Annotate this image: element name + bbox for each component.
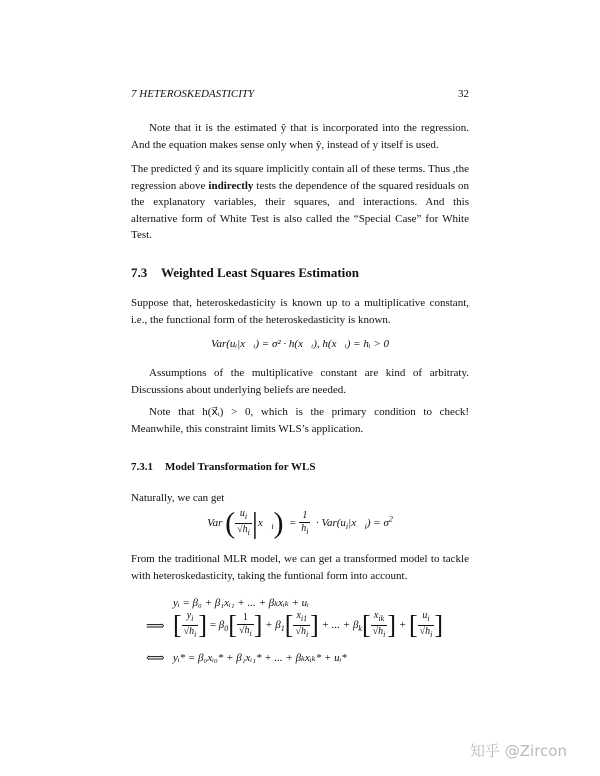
equation-transformed-variance: Var ( $\frac{u_i}{√h_i}$ $|x⃗_i$) = $\frac{1}{h_i}$ · $Var(u_i|x⃗_i) = \sigma^2$ <box>207 506 393 540</box>
equivalent-arrow: ⟺ <box>146 650 165 665</box>
equation-mlr-model: yᵢ = β₀ + β₁xᵢ₁ + ... + βₖxᵢₖ + uᵢ <box>173 597 309 609</box>
subsection-heading: 7.3.1 Model Transformation for WLS <box>131 461 316 473</box>
running-header <box>131 88 469 100</box>
equation-starred-model: yᵢ* = β₀xᵢ₀* + β₁xᵢ₁* + ... + βₖxᵢₖ* + uᵢ* <box>173 652 347 664</box>
implies-arrow: ⟹ <box>146 618 165 633</box>
page-number: 32 <box>458 88 469 100</box>
paragraph-assumptions: Assumptions of the multiplicative constant are kind of arbitraty. Discussions about underlying beliefs are needed. <box>131 367 469 396</box>
paragraph-known-heteroskedasticity: Suppose that, heteroskedasticity is known up to a multiplicative constant, i.e., the functional form of the heteroskedasticity is known. <box>131 297 469 326</box>
watermark: 知乎 @Zircon <box>470 742 567 760</box>
equation-divided-model: [ $\frac{y_i}{√h_i}$ ] = $\beta_0$[ $\frac{1}{√h_i}$ ] + $\beta_1$[ $\frac{x_{i1}}{√h_i}$ ] + ... + $\beta_k$[ $\frac{x_{ik}}{√h_i}$ ] + [ $\frac{u_i}{√h_i}$ ] <box>173 610 444 640</box>
paragraph-transformed-model: From the traditional MLR model, we can get a transformed model to tackle with heteroskedasticity, taking the funtional form into account. <box>131 553 469 582</box>
paragraph-predicted-y: The predicted ŷ and its square implicitly contain all of these terms. Thus ,the regression above indirectly tests the dependence of the squared residuals on the explanatory variables, their squares, and interactions. And this alternative form of White Test is also called the “Special Case” for White Test. <box>131 163 469 241</box>
paragraph-condition: Note that h(x⃗ᵢ) > 0, which is the primary condition to check! Meanwhile, this constraint limits WLS’s application. <box>131 406 469 435</box>
paragraph-estimated-y: Note that it is the estimated ŷ that is incorporated into the regression. And the equation makes sense only when ŷ, instead of y itself is used. <box>131 122 469 151</box>
section-heading: 7.3 Weighted Least Squares Estimation <box>131 265 360 280</box>
paragraph-naturally: Naturally, we can get <box>131 492 225 504</box>
chapter-title: 7 HETEROSKEDASTICITY <box>131 88 255 100</box>
equation-variance-function: Var(uᵢ|x⃗ᵢ) = σ² · h(x⃗ᵢ), h(x⃗ᵢ) = hᵢ > 0 <box>210 338 390 350</box>
emphasis-indirectly: indirectly <box>208 179 254 192</box>
